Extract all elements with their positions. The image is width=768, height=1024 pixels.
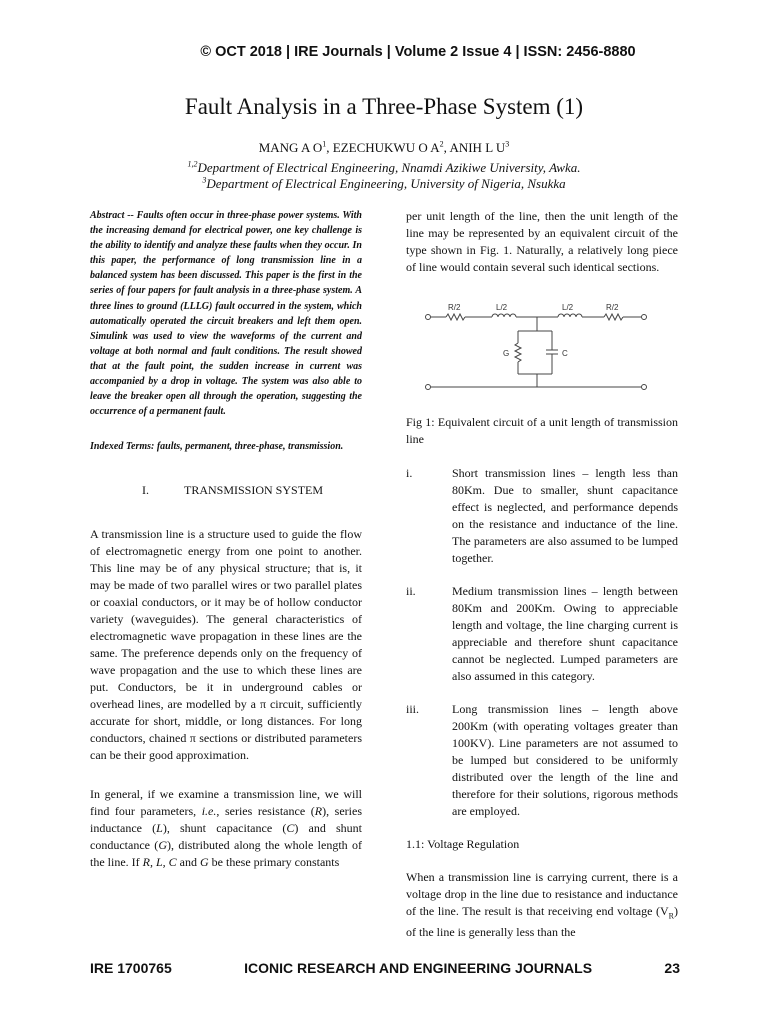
list-marker: i. (406, 466, 413, 480)
author-separator: , (326, 140, 333, 155)
index-terms: Indexed Terms: faults, permanent, three-phase, transmission. (90, 441, 344, 453)
text-run: ), series inductance ( (90, 804, 362, 836)
terminal-top-right (642, 315, 647, 320)
label-l2: L/2 (562, 303, 574, 312)
author-1-sup: 1 (322, 139, 327, 149)
abstract: Abstract -- Faults often occur in three-phase power systems. With the increasing demand for electrical power, one key challenge is the ability to identify and analyze these faults when they occur. In this paper, the performance of long transmission line in a balanced system has been discussed. This paper is the first in the series of four papers for fault analysis in a three-phase system. A three lines to ground (LLLG) fault occurred in the system, which automatically operated the circuit breakers and left them open. Simulink was used to view the waveforms of the current and voltage at both normal and fault conditions. The result showed that at the fault point, the sudden increase in current was accompanied by a drop in voltage. The system was also able to leave the breaker open all through the operation, suggesting the occurrence of a permanent fault. (90, 210, 362, 418)
body-paragraph-4 (406, 869, 678, 941)
section-number: I. (142, 483, 149, 498)
label-r1: R/2 (448, 303, 461, 312)
footer-paper-id: IRE 1700765 (90, 960, 172, 976)
list-marker: iii. (406, 702, 420, 716)
affiliation-2 (0, 176, 768, 192)
terminal-bottom-left (426, 385, 431, 390)
right-column (406, 208, 678, 941)
text-run: , series resistance ( (216, 804, 315, 819)
affiliation-2-text: Department of Electrical Engineering, University of Nigeria, Nsukka (206, 176, 566, 191)
text-run: When a transmission line is carrying current, there is a voltage drop in the line due to resistance and inductance of the line. The result is that receiving end voltage (V (406, 870, 678, 918)
inductor-l2 (558, 314, 582, 317)
circuit-figure (406, 298, 678, 398)
affiliation-1-sup: 1,2 (187, 159, 198, 169)
page-footer (90, 960, 680, 976)
symbols-rlc: R, L, C (142, 855, 177, 870)
text-run-italic: i.e. (201, 804, 217, 819)
list-text: Short transmission lines – length less than 80Km. Due to smaller, shunt capacitance effect is neglected, and performance depends on the resistance and inductance of the line. The parameters are also assumed to be lumped together. (452, 466, 678, 565)
affiliation-1-text: Department of Electrical Engineering, Nnamdi Azikiwe University, Awka. (197, 160, 581, 175)
body-paragraph-1: A transmission line is a structure used to guide the flow of electromagnetic energy from one point to another. This line may be of any physical structure; that is, it may be made of two parallel wires or two parallel plates or coaxial conductors, or it may be of hollow conductor variety (waveguides). The general characteristics of electromagnetic wave propagation in these lines are the same. The preference depends only on the frequency of wave propagation and the use to which these lines are put. Conductors, be it in underground cables or overhead lines, are modelled by a π circuit, sufficiently accurate for short, middle, or long distances. For long conductors, chained π sections or distributed parameters can be their good approximation. (90, 527, 362, 763)
left-column (90, 208, 362, 871)
affiliation-1 (0, 160, 768, 176)
text-run: ), distributed along the whole length of the line. If (90, 838, 362, 870)
paper-title: Fault Analysis in a Three-Phase System (1) (184, 94, 584, 119)
text-run: In general, if we examine a transmission line, we will find four parameters, (90, 787, 362, 819)
list-item (406, 465, 678, 567)
footer-journal-name: ICONIC RESEARCH AND ENGINEERING JOURNALS (244, 960, 593, 976)
list-item (406, 583, 678, 685)
text-run: and (176, 855, 200, 870)
label-g: G (503, 349, 510, 358)
label-r2: R/2 (606, 303, 619, 312)
subscript-r: R (668, 911, 674, 921)
body-paragraph-3: per unit length of the line, then the unit length of the line may be represented by an equivalent circuit of the type shown in Fig. 1. Naturally, a relatively long piece of line would contain several such identical sections. (406, 209, 678, 274)
label-c: C (562, 349, 568, 358)
section-title: TRANSMISSION SYSTEM (184, 483, 324, 498)
symbol-g: G (158, 838, 167, 853)
author-2: EZECHUKWU O A (332, 140, 440, 155)
symbol-l: L (156, 821, 163, 836)
list-item (406, 701, 678, 820)
terminal-top-left (426, 315, 431, 320)
equivalent-circuit-diagram (406, 298, 678, 398)
journal-header: © OCT 2018 | IRE Journals | Volume 2 Issue 4 | ISSN: 2456-8880 (200, 44, 636, 60)
symbol-c: C (286, 821, 295, 836)
author-separator: , (443, 140, 450, 155)
author-2-sup: 2 (439, 139, 444, 149)
symbol-g: G (200, 855, 209, 870)
author-1: MANG A O (258, 140, 323, 155)
affiliation-2-sup: 3 (202, 175, 207, 185)
symbol-r: R (314, 804, 323, 819)
label-l1: L/2 (496, 303, 508, 312)
list-text: Medium transmission lines – length between 80Km and 200Km. Owing to appreciable length and voltage, the line charging current is appreciable and therefore shunt capacitance cannot be neglected. Lumped parameters are also assumed in this category. (452, 584, 678, 683)
inductor-l1 (492, 314, 516, 317)
body-paragraph-2 (90, 786, 362, 871)
text-run: ) and shunt conductance ( (90, 821, 363, 853)
list-text: Long transmission lines – length above 200Km (with operating voltages greater than 100KV). Line parameters are not assumed to be lumped but considered to be uniformly distributed over the length of the line and therefore for their solutions, rigorous methods are employed. (452, 702, 678, 818)
figure-caption: Fig 1: Equivalent circuit of a unit length of transmission line (406, 415, 678, 446)
list-marker: ii. (406, 584, 416, 598)
text-run: be these primary constants (208, 855, 340, 870)
page-number: 23 (664, 960, 680, 976)
author-list (0, 140, 768, 156)
resistor-r1 (446, 314, 465, 320)
text-run: ), shunt capacitance ( (162, 821, 287, 836)
author-3: ANIH L U (449, 140, 506, 155)
author-3-sup: 3 (505, 139, 510, 149)
conductance-g (515, 343, 521, 362)
terminal-bottom-right (642, 385, 647, 390)
section-heading (90, 482, 362, 499)
resistor-r2 (604, 314, 623, 320)
text-run: ) of the line is generally less than the (406, 904, 678, 940)
subsection-heading: 1.1: Voltage Regulation (406, 837, 520, 851)
